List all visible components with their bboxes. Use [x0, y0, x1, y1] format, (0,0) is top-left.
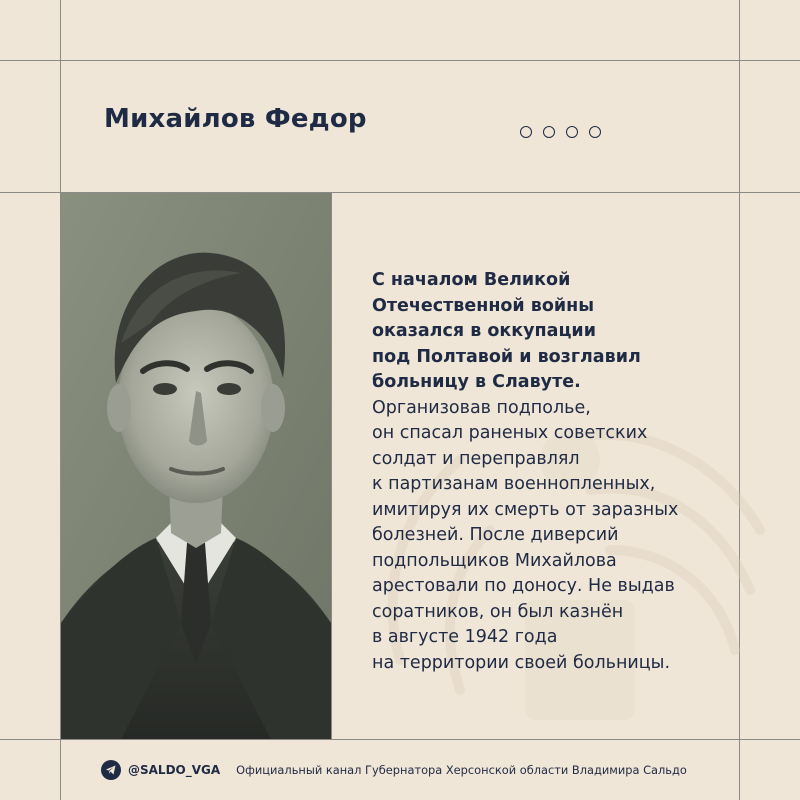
- bio-line: Организовав подполье,: [372, 397, 591, 418]
- portrait-photo: [61, 193, 331, 739]
- footer: [101, 760, 687, 780]
- bio-line: солдат и переправлял: [372, 448, 580, 469]
- bio-line: он спасал раненых советских: [372, 423, 648, 443]
- telegram-plane-icon: [105, 764, 117, 776]
- portrait-illustration: [61, 193, 331, 739]
- bio-line: подпольщиков Михайлова: [372, 550, 617, 571]
- pagination-dot: [566, 126, 578, 138]
- telegram-icon[interactable]: [101, 760, 121, 780]
- pagination-dot: [543, 126, 555, 138]
- page-title: Михайлов Федор: [104, 104, 367, 134]
- frame-line-photo-divider: [331, 192, 332, 739]
- bio-line: арестовали по доносу. Не выдав: [372, 576, 675, 596]
- pagination-dot: [589, 126, 601, 138]
- bio-bold-line: С началом Великой: [372, 270, 571, 290]
- bio-line: на территории своей больницы.: [372, 652, 671, 673]
- bio-line: болезней. После диверсий: [372, 525, 619, 545]
- bio-bold-line: Отечественной войны: [372, 295, 595, 316]
- pagination-dots: [520, 126, 601, 138]
- channel-handle-link[interactable]: @SALDO_VGA: [128, 763, 221, 777]
- channel-description: Официальный канал Губернатора Херсонской области Владимира Сальдо: [236, 763, 687, 777]
- frame-line-top: [0, 60, 800, 61]
- bio-bold-line: больницу в Славуте.: [372, 372, 581, 392]
- bio-line: соратников, он был казнён: [372, 601, 624, 622]
- bio-bold-line: оказался в оккупации: [372, 321, 596, 341]
- bio-text: [372, 268, 722, 676]
- pagination-dot: [520, 126, 532, 138]
- bio-line: к партизанам военнопленных,: [372, 474, 656, 494]
- bio-bold-line: под Полтавой и возглавил: [372, 346, 641, 367]
- bio-line: имитируя их смерть от заразных: [372, 499, 679, 520]
- bio-line: в августе 1942 года: [372, 627, 558, 647]
- frame-line-footer-top: [0, 739, 800, 740]
